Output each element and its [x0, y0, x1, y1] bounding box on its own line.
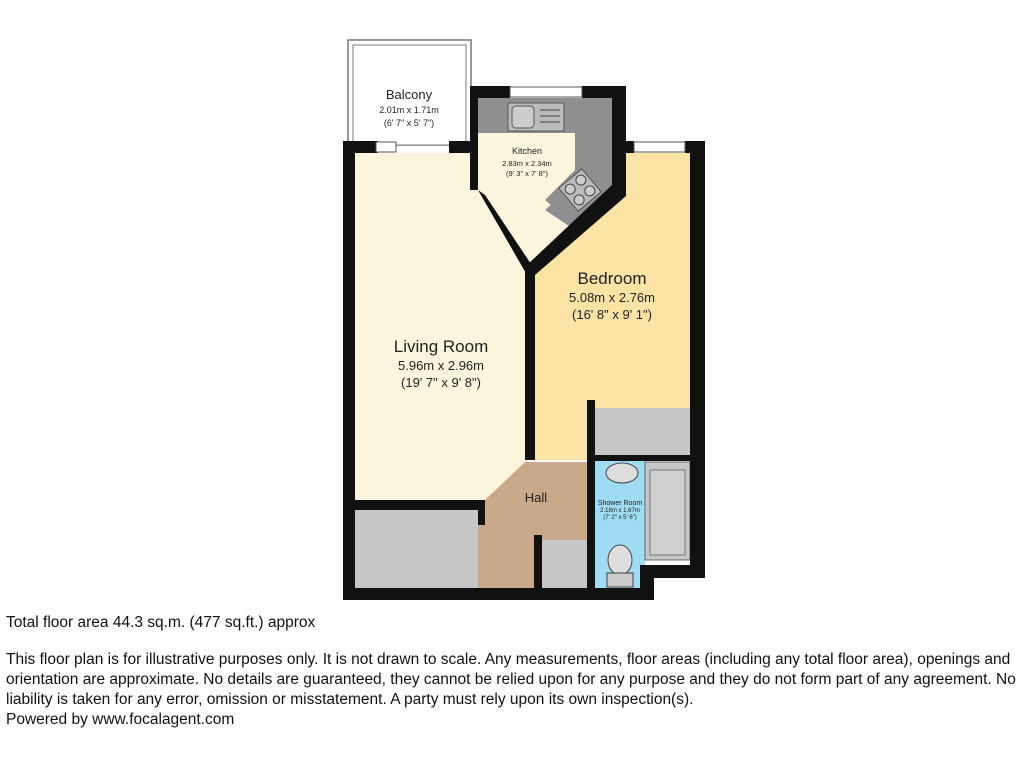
label-hall [525, 490, 548, 505]
disclaimer [6, 650, 1021, 730]
label-shower-room [598, 500, 643, 521]
svg-text:5.08m x 2.76m: 5.08m x 2.76m [569, 290, 655, 305]
label-living-room [394, 337, 489, 390]
svg-text:Living Room: Living Room [393, 337, 489, 356]
svg-text:(6' 7" x 5' 7"): (6' 7" x 5' 7") [383, 118, 435, 128]
svg-text:5.96m x 2.96m: 5.96m x 2.96m [398, 358, 484, 373]
svg-text:(16' 8" x 9' 1"): (16' 8" x 9' 1") [572, 307, 652, 322]
label-bedroom [569, 269, 655, 322]
toilet-icon [607, 545, 633, 587]
storage-left [355, 510, 478, 588]
svg-text:2.18m x 1.67m: 2.18m x 1.67m [600, 508, 640, 514]
svg-text:Bedroom: Bedroom [577, 269, 647, 288]
svg-text:Kitchen: Kitchen [511, 146, 543, 156]
svg-text:2.83m x 2.34m: 2.83m x 2.34m [502, 159, 552, 168]
wardrobe [595, 408, 690, 456]
disclaimer-text: This floor plan is for illustrative purposes only. It is not drawn to scale. Any measurements, floor areas (including any total floor area), openings and orientation are approximate. No details are guaranteed, they cannot be relied upon for any purpose and they do not form part of any agreement. No liability is taken for any error, omission or misstatement. A party must rely upon its own inspection(s). [6, 651, 1016, 708]
svg-text:(7' 2" x 5' 6"): (7' 2" x 5' 6") [603, 515, 637, 521]
powered-by: Powered by www.focalagent.com [6, 711, 235, 728]
sink-icon [508, 103, 564, 131]
svg-text:(19' 7" x 9' 8"): (19' 7" x 9' 8") [401, 375, 481, 390]
svg-text:Balcony: Balcony [385, 87, 433, 102]
total-floor-area: Total floor area 44.3 sq.m. (477 sq.ft.) approx [6, 614, 316, 631]
svg-text:Shower Room: Shower Room [597, 500, 643, 507]
storage-hall [542, 540, 587, 588]
svg-text:Hall: Hall [524, 490, 548, 505]
svg-text:(9' 3" x 7' 8"): (9' 3" x 7' 8") [506, 169, 548, 178]
basin-icon [606, 463, 638, 483]
label-balcony [379, 87, 439, 128]
svg-text:2.01m x 1.71m: 2.01m x 1.71m [379, 105, 439, 115]
